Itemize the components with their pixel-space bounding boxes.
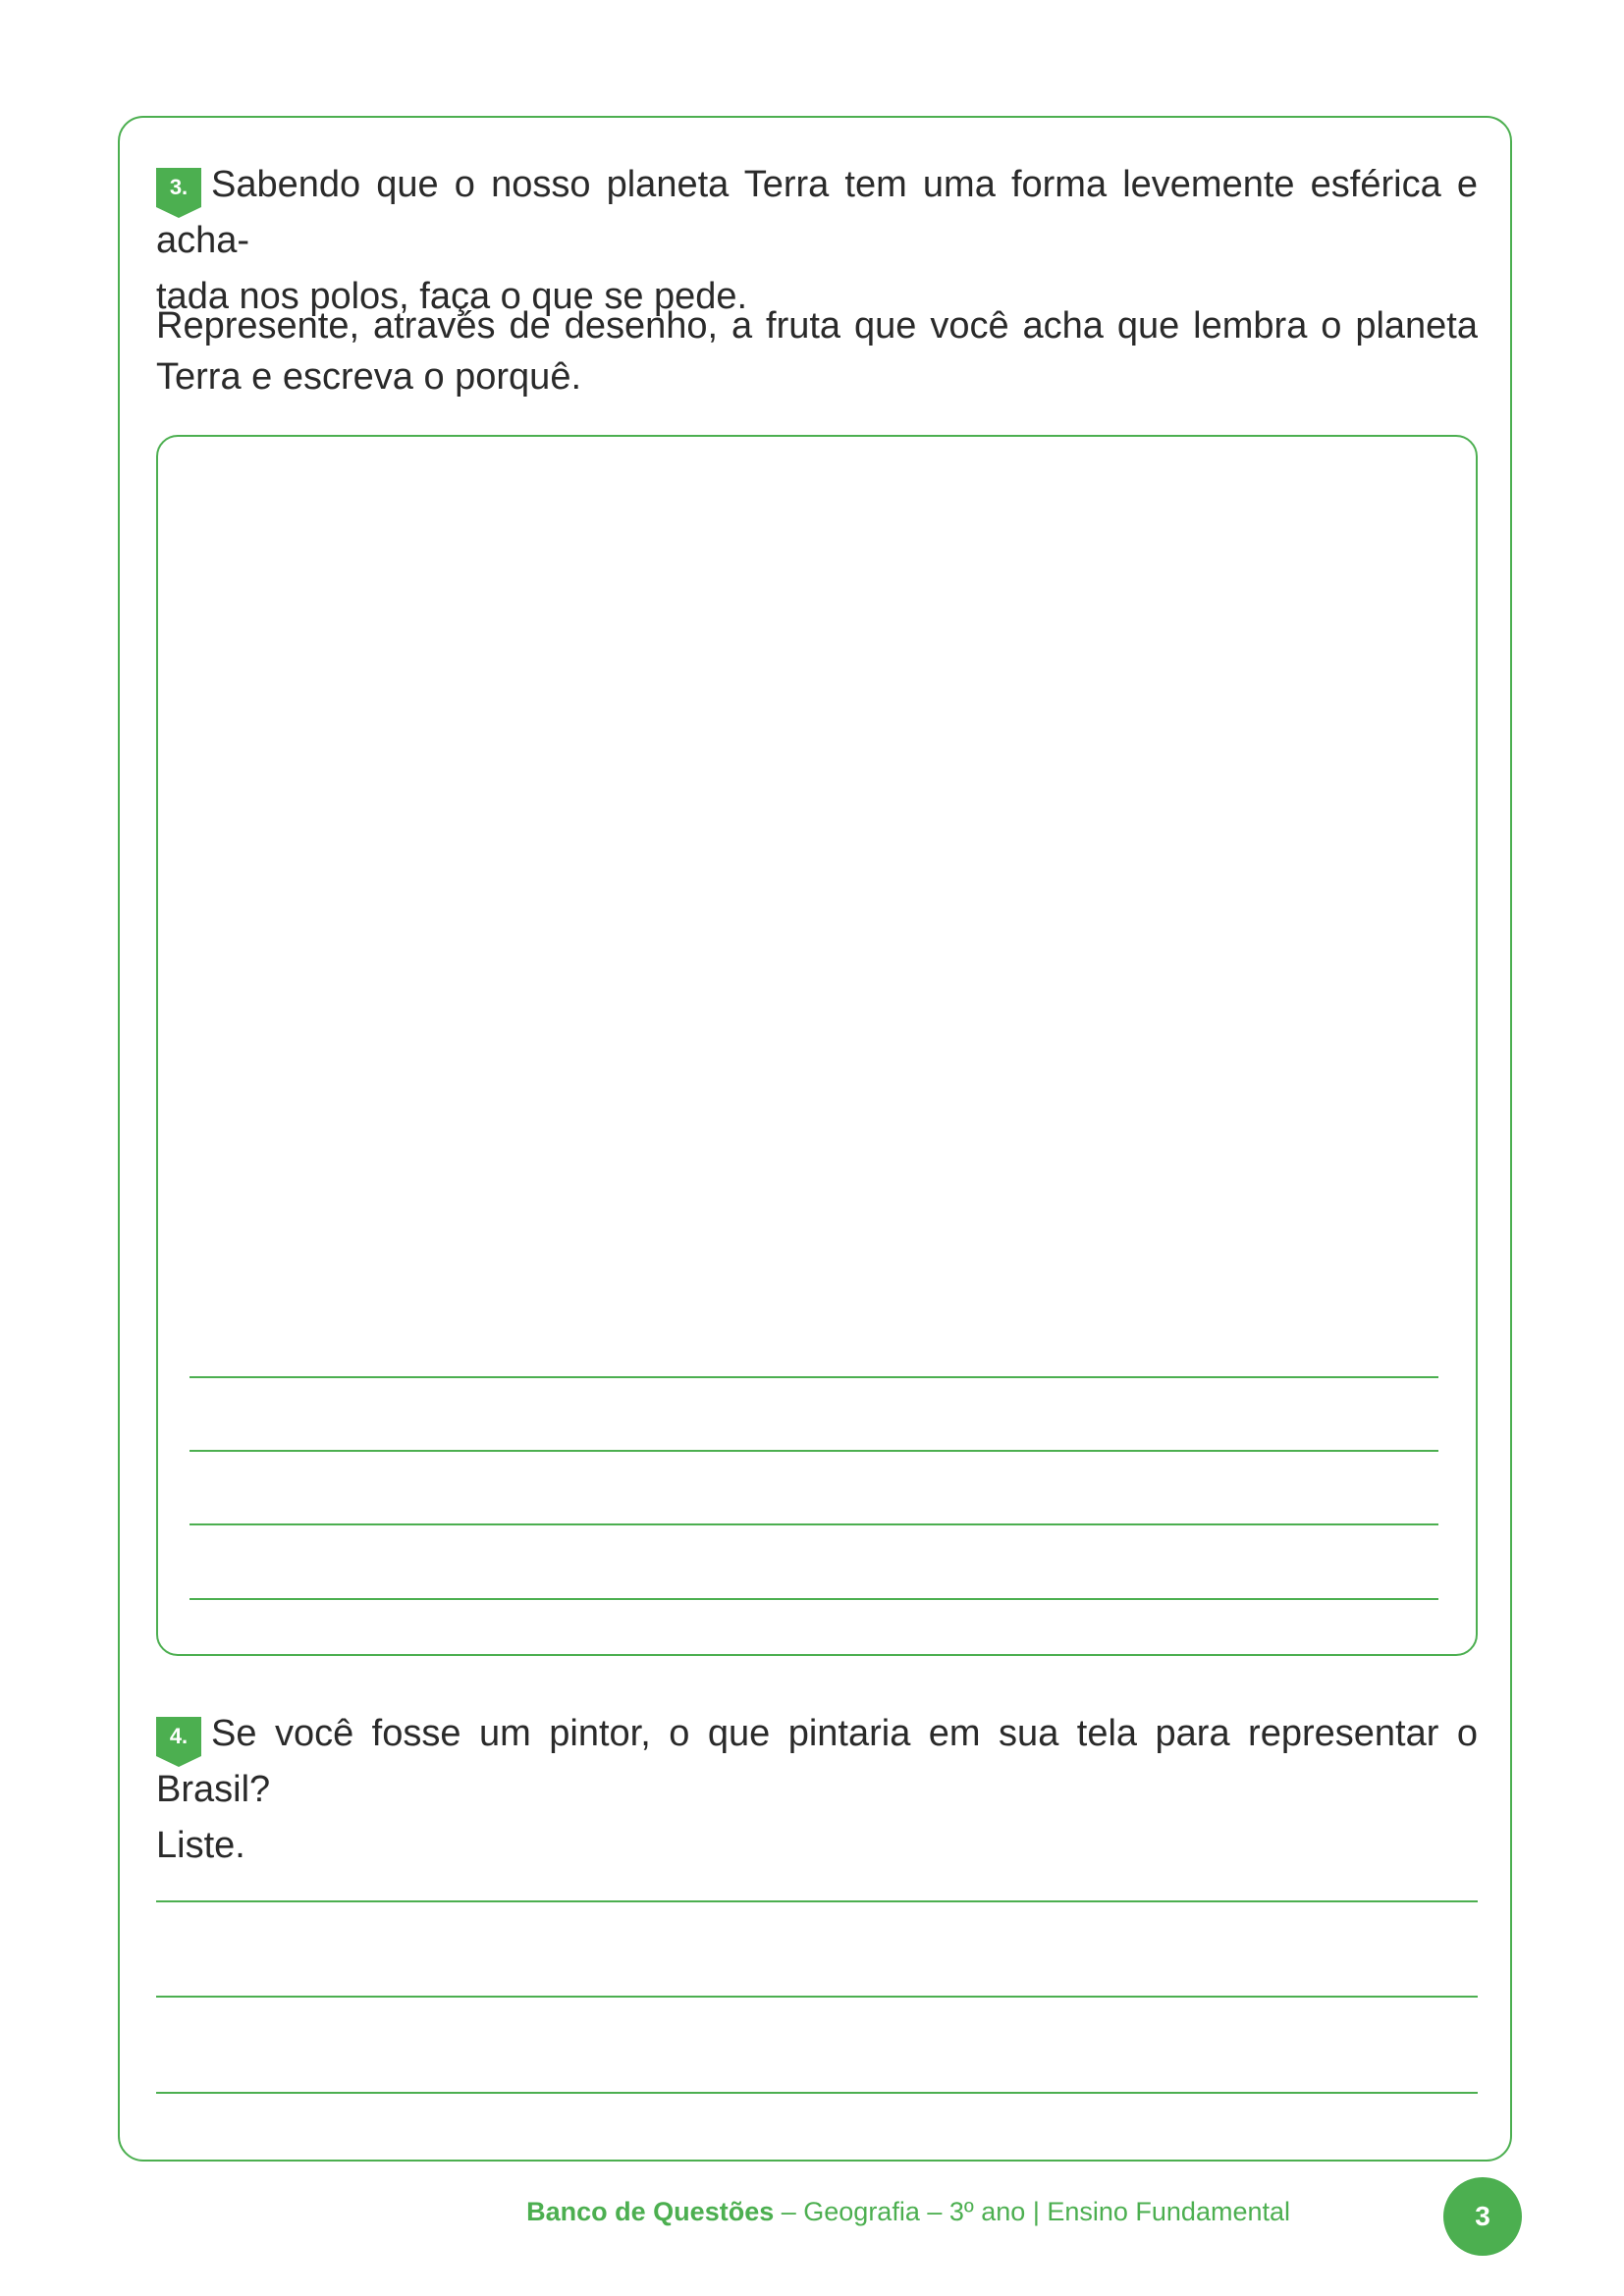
answer-line-3-4[interactable]: [189, 1598, 1438, 1600]
footer-title: Banco de Questões: [526, 2197, 775, 2226]
footer-separator-3: |: [1025, 2197, 1048, 2226]
question-3-instruction: Represente, através de desenho, a fruta que você acha que lembra o planeta Terra e escreva o porquê.: [156, 305, 1478, 398]
answer-line-4-2[interactable]: [156, 1996, 1478, 1998]
answer-line-4-3[interactable]: [156, 2092, 1478, 2094]
question-4-text: [156, 1706, 1478, 1874]
answer-line-3-3[interactable]: [189, 1523, 1438, 1525]
question-4-badge: 4.: [156, 1717, 201, 1756]
footer-separator-1: –: [774, 2197, 804, 2226]
footer-level: Ensino Fundamental: [1047, 2197, 1290, 2226]
question-3-badge: 3.: [156, 168, 201, 207]
question-3-line-1: Sabendo que o nosso planeta Terra tem uma forma levemente esférica e acha-: [156, 164, 1478, 261]
question-4-line-2: Liste.: [156, 1825, 245, 1866]
footer-grade: 3º ano: [948, 2197, 1026, 2226]
footer-subject: Geografia: [803, 2197, 920, 2226]
question-3-line-2: tada nos polos, faça o que se pede.: [156, 276, 748, 317]
answer-line-3-2[interactable]: [189, 1450, 1438, 1452]
footer-separator-2: –: [919, 2197, 949, 2226]
answer-line-4-1[interactable]: [156, 1900, 1478, 1902]
answer-line-3-1[interactable]: [189, 1376, 1438, 1378]
footer: [526, 2197, 1290, 2227]
drawing-area[interactable]: [156, 435, 1478, 1656]
question-4-line-1: Se você fosse um pintor, o que pintaria em sua tela para representar o Brasil?: [156, 1713, 1478, 1810]
page-number: 3: [1443, 2177, 1522, 2256]
